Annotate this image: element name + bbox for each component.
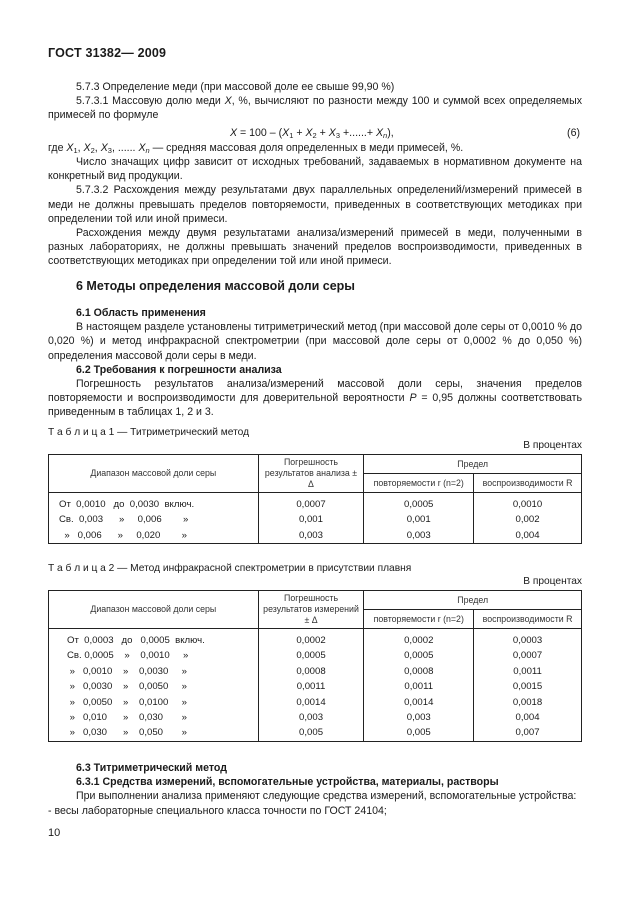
table-cell: 0,0002 [364, 629, 474, 649]
table-row [49, 679, 582, 694]
table-row [49, 648, 582, 663]
table-cell: 0,0007 [258, 493, 364, 513]
table-cell: 0,0010 [474, 493, 582, 513]
table-row [49, 512, 582, 527]
formula-expression: $X = 100 - (X_1 + X_2 + X_3$ +......+ $X_n$), [230, 126, 394, 140]
subsection-5-7-3-1: 5.7.3.1 Массовую долю меди X, %, вычисляют по разности между 100 и суммой всех определяемых примесей по формуле [48, 95, 582, 122]
formula-6 [48, 126, 582, 140]
table-cell: » 0,0010 » 0,0030 » [49, 664, 259, 679]
subsection-6-3-1-title: 6.3.1 Средства измерений, вспомогательные устройства, материалы, растворы [76, 776, 499, 789]
table-cell: » 0,010 » 0,030 » [49, 710, 259, 725]
list-item: - весы лабораторные специального класса точности по ГОСТ 24104; [48, 804, 387, 817]
section-6-body [48, 306, 582, 420]
section-5-7-3 [48, 80, 582, 269]
subsection-5-7-3-title: 5.7.3 Определение меди (при массовой доле ее свыше 99,90 %) [76, 81, 395, 93]
table2-unit: В процентах [523, 576, 582, 587]
table-cell: 0,001 [258, 512, 364, 527]
table-cell: 0,0005 [364, 648, 474, 663]
table-cell: 0,003 [364, 528, 474, 544]
subsection-6-1-title: 6.1 Область применения [76, 307, 206, 319]
table-cell: 0,001 [364, 512, 474, 527]
table-cell: » 0,030 » 0,050 » [49, 725, 259, 741]
table2-caption: Т а б л и ц а 2 — Метод инфракрасной спектрометрии в присутствии плавня [48, 563, 412, 574]
table-row [49, 725, 582, 741]
table-cell: 0,0011 [474, 664, 582, 679]
page-number: 10 [48, 827, 61, 839]
table-row [49, 528, 582, 544]
table-cell: 0,004 [474, 528, 582, 544]
table-cell: 0,003 [258, 710, 364, 725]
table-row [49, 493, 582, 513]
table2-header-error: Погрешность результатов измерений ± Δ [258, 591, 364, 629]
subsection-5-7-3-2: 5.7.3.2 Расхождения между результатами двух параллельных определений/измерений примесей в меди не должны превышать пределов повторяемости, приведенных в соответствующих методиках при определении той или иной примеси. [48, 184, 582, 225]
table-cell: 0,004 [474, 710, 582, 725]
table2-header-repeat: повторяемости r (n=2) [364, 610, 474, 629]
table-row [49, 695, 582, 710]
subsection-6-1-text: В настоящем разделе установлены титриметрический метод (при массовой доле серы от 0,0010 % до 0,020 %) и метод инфракрасной спектрометрии (при массовой доле серы от 0,0002 % до 0,050 %) определения массовой доли серы в меди. [48, 321, 582, 362]
table-cell: От 0,0003 до 0,0005 включ. [49, 629, 259, 649]
table1-caption: Т а б л и ц а 1 — Титриметрический метод [48, 427, 250, 438]
table-cell: 0,003 [364, 710, 474, 725]
table-cell: От 0,0010 до 0,0030 включ. [49, 493, 259, 513]
formula-where: где $X_1$, $X_2$, $X_3$, ...... $X_n$ — средняя массовая доля определенных в меди примесей, %. [48, 141, 464, 155]
table2-header-reprod: воспроизводимости R [474, 610, 582, 629]
table-cell: 0,0005 [258, 648, 364, 663]
table1-header-limit: Предел [364, 455, 582, 474]
table-cell: 0,0005 [364, 493, 474, 513]
table2-header-range: Диапазон массовой доли серы [49, 591, 259, 629]
table2-header-limit: Предел [364, 591, 582, 610]
table-cell: » 0,0050 » 0,0100 » [49, 695, 259, 710]
table-row [49, 629, 582, 649]
table-cell: 0,005 [364, 725, 474, 741]
table-cell: 0,0008 [258, 664, 364, 679]
table-cell: 0,0011 [364, 679, 474, 694]
table-cell: 0,0011 [258, 679, 364, 694]
table1-header-range: Диапазон массовой доли серы [49, 455, 259, 493]
table-cell: 0,0003 [474, 629, 582, 649]
table-cell: 0,003 [258, 528, 364, 544]
table-cell: 0,002 [474, 512, 582, 527]
table-cell: 0,0007 [474, 648, 582, 663]
table1-header-repeat: повторяемости r (n=2) [364, 474, 474, 493]
section-6-title: 6 Методы определения массовой доли серы [76, 279, 355, 293]
table1-header-error: Погрешность результатов анализа ± Δ [258, 455, 364, 493]
table1-unit: В процентах [523, 440, 582, 451]
table-cell: 0,007 [474, 725, 582, 741]
table-cell: 0,0015 [474, 679, 582, 694]
subsection-6-3-title: 6.3 Титриметрический метод [76, 762, 227, 774]
table-cell: » 0,006 » 0,020 » [49, 528, 259, 544]
table-cell: Св. 0,003 » 0,006 » [49, 512, 259, 527]
table1-header-reprod: воспроизводимости R [474, 474, 582, 493]
table-row [49, 710, 582, 725]
subsection-6-3-1-text: При выполнении анализа применяют следующие средства измерений, вспомогательные устройства: [76, 790, 577, 803]
paragraph-significant-digits: Число значащих цифр зависит от исходных требований, задаваемых в нормативном документе на конкретный вид продукции. [48, 156, 582, 183]
paragraph-interlab: Расхождения между двумя результатами анализа/измерений примесей в меди, полученными в разных лабораториях, не должны превышать значений пределов воспроизводимости, приведенных в соответствующих методиках при определении той или иной примеси. [48, 227, 582, 268]
table-row [49, 664, 582, 679]
table1 [48, 454, 582, 544]
subsection-6-2-text: Погрешность результатов анализа/измерений массовой доли серы, значения пределов повторяемости и воспроизводимости для доверительной вероятности P = 0,95 должны соответствовать приведенным в таблицах 1, 2 и 3. [48, 378, 582, 419]
table-cell: 0,0014 [258, 695, 364, 710]
formula-number: (6) [567, 126, 580, 139]
table-cell: 0,005 [258, 725, 364, 741]
table-cell: Св. 0,0005 » 0,0010 » [49, 648, 259, 663]
table-cell: 0,0008 [364, 664, 474, 679]
table-cell: 0,0018 [474, 695, 582, 710]
document-header: ГОСТ 31382— 2009 [48, 46, 167, 60]
table2 [48, 590, 582, 742]
table-cell: » 0,0030 » 0,0050 » [49, 679, 259, 694]
subsection-6-2-title: 6.2 Требования к погрешности анализа [76, 363, 282, 376]
table-cell: 0,0002 [258, 629, 364, 649]
table-cell: 0,0014 [364, 695, 474, 710]
section-6-3 [48, 761, 582, 818]
